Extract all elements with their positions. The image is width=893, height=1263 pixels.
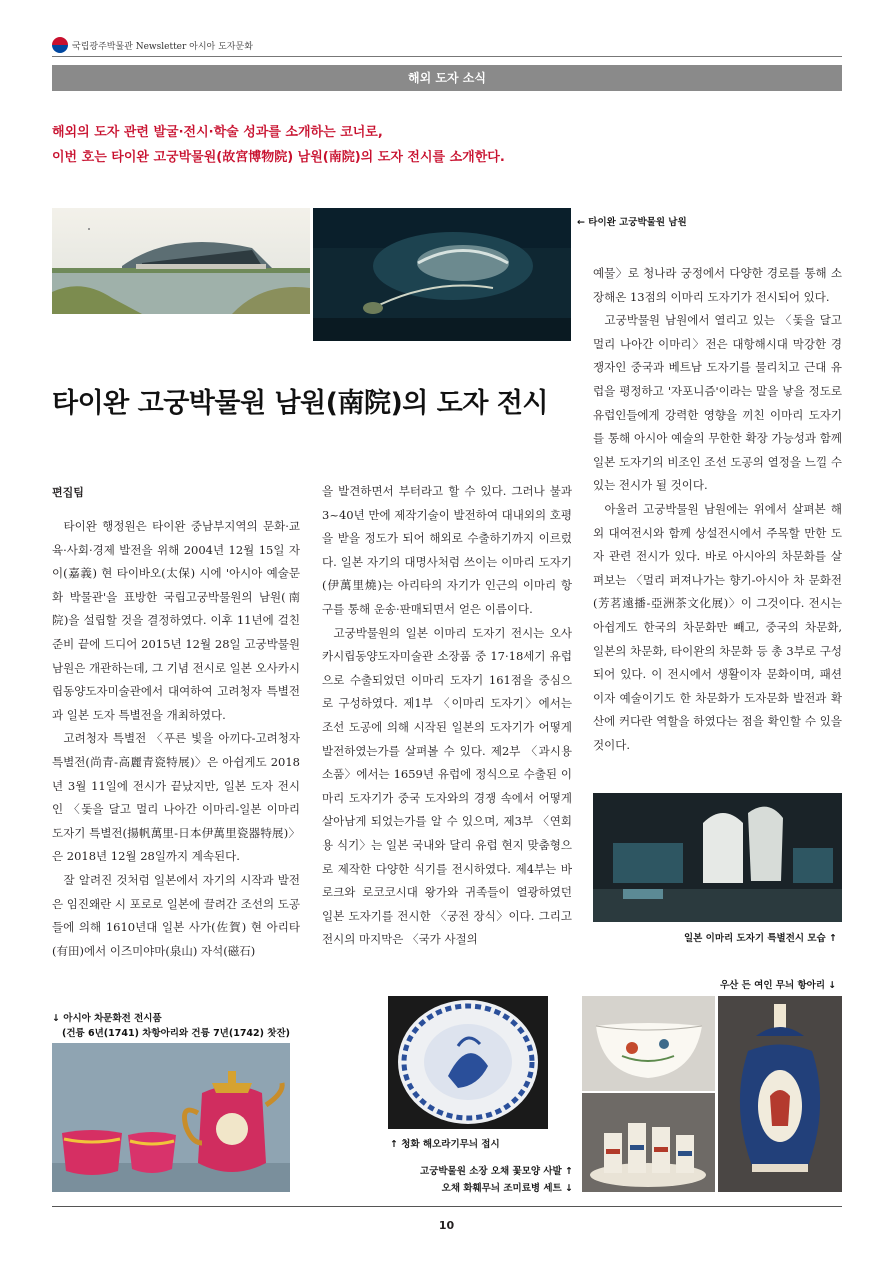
museum-logo-icon bbox=[52, 37, 68, 53]
caption-bowl: 고궁박물원 소장 오채 꽃모양 사발 ↑ bbox=[420, 1166, 573, 1177]
col1-paragraph-2: 고려청자 특별전 〈푸른 빛을 아끼다-고려청자 특별전(尚青-高麗青瓷特展)〉은 아쉽게도 2018년 3월 11일에 전시가 끝났지만, 일본 도자 전시인 〈돛을 달고 멀리 나아간 이마리-일본 이마리 도자기 특별전(揚帆萬里-日本伊萬里瓷器特展)〉은 2018년 12월 28일까지 계속된다. bbox=[52, 731, 300, 864]
caption-tea-exhibit-line-2: (건륭 6년(1741) 차항아리와 건륭 7년(1742) 찻잔) bbox=[62, 1028, 290, 1039]
blue-white-dish-photo bbox=[388, 996, 548, 1129]
caption-condiment-set: 오채 화훼무늬 조미료병 세트 ↓ bbox=[441, 1183, 573, 1194]
jar-photo bbox=[718, 996, 842, 1192]
lead-line-2: 이번 호는 타이완 고궁박물원(故宮博物院) 남원(南院)의 도자 전시를 소개한다. bbox=[52, 150, 505, 165]
col2-paragraph-2: 고궁박물원의 일본 이마리 도자기 전시는 오사카시립동양도자미술관 소장품 중 17·18세기 유럽으로 수출되었던 이마리 도자기 161점을 중심으로 구성하였다. 제1부 〈이마리 도자기〉에서는 조선 도공에 의해 시작된 일본의 도자기가 어떻게 발전하였는가를 살펴볼 수 있다. 제2부 〈과시용 소품〉에서는 1659년 유럽에 정식으로 수출된 이마리 도자기가 중국 도자와의 경쟁 속에서 어떻게 살아남게 되었는가를 알 수 있으며, 제3부 〈연회용 식기〉는 일본 국내와 달리 유럽 현지 맞춤형으로 제작한 다양한 식기를 전시하였다. 제4부는 바로크와 로코코시대 왕가와 귀족들이 열광하였던 일본 도자기를 전시한 〈궁전 장식〉이다. 그리고 전시의 마지막은 〈국가 사절의 bbox=[322, 625, 572, 947]
section-banner: 해외 도자 소식 bbox=[52, 65, 842, 91]
exhibition-view-photo bbox=[593, 793, 842, 922]
lead-text bbox=[52, 120, 652, 170]
col1-paragraph-3: 잘 알려진 것처럼 일본에서 자기의 시작과 발전은 임진왜란 시 포로로 일본에 끌려간 조선의 도공들에 의해 1610년대 일본 사가(佐賀) 현 아리타(有田)에서 이즈미야마(泉山) 자석(磁石) bbox=[52, 872, 300, 958]
col3-paragraph-1: 예물〉로 청나라 궁정에서 다양한 경로를 통해 소장해온 13점의 이마리 도자기가 전시되어 있다. bbox=[593, 266, 842, 304]
col3-paragraph-3: 아울러 고궁박물원 남원에는 위에서 살펴본 해외 대여전시와 함께 상설전시에서 주목할 만한 도자 관련 전시가 있다. 바로 아시아의 차문화를 살펴보는 〈멀리 퍼져나가는 향기-아시아 차 문화전(芳茗遠播-亞洲茶文化展)〉이 그것이다. 전시는 아쉽게도 한국의 차문화만 빼고, 중국의 차문화, 일본의 차문화, 타이완의 차문화 등 총 3부로 구성되어 있다. 이 전시에서 생활이자 문화이며, 패션이자 예술이기도 한 차문화가 도자문화 발전과 확산에 커다란 역할을 하였다는 점을 확인할 수 있을 것이다. bbox=[593, 501, 842, 752]
caption-jar: 우산 든 여인 무늬 항아리 ↓ bbox=[720, 980, 837, 991]
caption-exhibition-view: 일본 이마리 도자기 특별전시 모습 ↑ bbox=[684, 933, 837, 944]
condiment-set-photo bbox=[582, 1093, 715, 1192]
col3-paragraph-2: 고궁박물원 남원에서 열리고 있는 〈돛을 달고 멀리 나아간 이마리〉전은 대항해시대 막강한 경쟁자인 중국과 베트남 도자기를 물리치고 근대 유럽을 평정하고 '자포니즘'이라는 말을 낳을 정도로 유럽인들에게 강력한 영향을 끼친 이마리 도자기를 통해 아시아 예술의 무한한 확장 가능성과 함께 일본 도자기의 비조인 조선 도공의 열정을 느낄 수 있는 전시가 될 것이다. bbox=[593, 313, 842, 493]
caption-dish: ↑ 청화 해오라기무늬 접시 bbox=[390, 1139, 500, 1150]
article-title: 타이완 고궁박물원 남원(南院)의 도자 전시 bbox=[52, 388, 549, 419]
article-column-1 bbox=[52, 515, 300, 963]
museum-day-photo bbox=[52, 208, 310, 314]
publication-name: 국립광주박물관 Newsletter 아시아 도자문화 bbox=[72, 42, 253, 52]
lead-line-1: 해외의 도자 관련 발굴·전시·학술 성과를 소개하는 코너로, bbox=[52, 125, 383, 140]
article-author: 편집팀 bbox=[52, 486, 84, 499]
caption-museum: ← 타이완 고궁박물원 남원 bbox=[577, 217, 687, 228]
article-column-2 bbox=[322, 480, 572, 952]
bowl-photo bbox=[582, 996, 715, 1091]
header-divider bbox=[52, 56, 842, 57]
col1-paragraph-1: 타이완 행정원은 타이완 중남부지역의 문화·교육·사회·경제 발전을 위해 2004년 12월 15일 자이(嘉義) 현 타이바오(太保) 시에 '아시아 예술문화 박물관'을 표방한 국립고궁박물원의 남원(南院)을 설립할 것을 결정하였다. 이후 11년에 걸친 준비 끝에 드디어 2015년 12월 28일 고궁박물원 남원은 개관하는데, 그 기념 전시로 일본 오사카시립동양도자미술관에서 대여하여 고려청자 특별전과 일본 도자 특별전을 개최하였다. bbox=[52, 519, 300, 722]
article-column-3 bbox=[593, 262, 842, 757]
caption-tea-exhibit-line-1: ↓ 아시아 차문화전 전시품 bbox=[52, 1013, 162, 1024]
tea-items-photo bbox=[52, 1043, 290, 1192]
page-number: 10 bbox=[438, 1219, 455, 1232]
footer-divider bbox=[52, 1206, 842, 1207]
col2-paragraph-1: 을 발견하면서 부터라고 할 수 있다. 그러나 불과 3~40년 만에 제작기술이 발전하여 대내외의 호평을 받을 정도가 되어 해외로 수출하기까지 이르렀다. 일본 자기의 대명사처럼 쓰이는 이마리 도자기(伊萬里燒)는 아리타의 자기가 인근의 이마리 항구를 통해 운송·판매되면서 얻은 이름이다. bbox=[322, 484, 572, 616]
museum-night-photo bbox=[313, 208, 571, 341]
